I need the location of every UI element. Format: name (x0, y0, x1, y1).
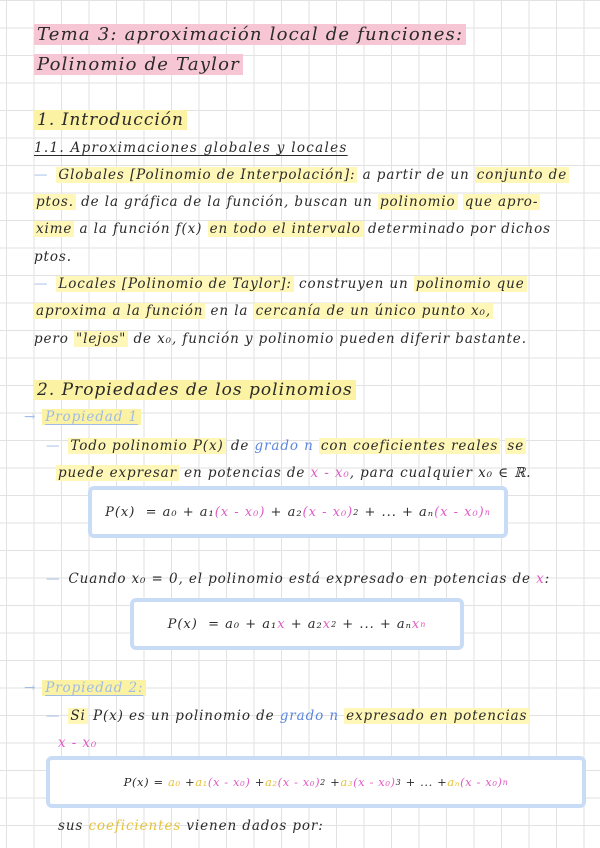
formula-box-2: P(x) = a₀ + a₁ x + a₂ x 2 + ... + aₙ x n (130, 598, 464, 650)
prop1-line1: — Todo polinomio P(x) de grado n con coeficientes reales se (46, 438, 525, 454)
dash-icon: — (46, 708, 61, 724)
title-line1: Tema 3: aproximación local de funciones: (34, 24, 466, 45)
page-title (34, 24, 466, 45)
dash-icon: — (34, 276, 49, 292)
locales-line3: pero "lejos" de x₀, función y polinomio pueden diferir bastante. (34, 331, 527, 347)
globales-line4: ptos. (34, 249, 72, 265)
arrow-right-icon: → (24, 680, 37, 696)
dash-icon: — (46, 438, 61, 454)
dash-icon: — (34, 167, 49, 183)
prop1-label: → Propiedad 1 (24, 409, 141, 425)
locales-line2: aproxima a la función en la cercanía de un único punto x₀, (36, 303, 492, 319)
formula-box-1: P(x) = a₀ + a₁ (x - x₀) + a₂ (x - x₀) 2 + ... + aₙ (x - x₀) n (88, 486, 508, 538)
section2-heading: 2. Propiedades de los polinomios (34, 380, 356, 400)
globales-line3: xime a la función f(x) en todo el intervalo determinado por dichos (36, 221, 551, 237)
prop1-line2: puede expresar en potencias de x - x₀, para cualquier x₀ ∈ ℝ. (58, 465, 532, 481)
prop2-last-line: sus coeficientes vienen dados por: (58, 818, 324, 834)
section1-heading: 1. Introducción (34, 110, 187, 130)
globales-line2: ptos. de la gráfica de la función, buscan un polinomio que apro- (36, 194, 539, 210)
prop2-line2: x - x₀ (58, 735, 98, 751)
prop2-label: → Propiedad 2: (24, 680, 146, 696)
page-subtitle (34, 54, 243, 75)
section1-subheading: 1.1. Aproximaciones globales y locales (34, 140, 348, 156)
cuando-line: — Cuando x₀ = 0, el polinomio está expresado en potencias de x: (46, 571, 551, 587)
arrow-right-icon: → (24, 409, 37, 425)
formula-box-3: P(x) = a₀ + a₁ (x - x₀) + a₂ (x - x₀) 2 + a₃ (x - x₀) 3 + ... + aₙ (x - x₀) n (46, 756, 586, 808)
locales-line1: — Locales [Polinomio de Taylor]: construyen un polinomio que (34, 276, 525, 292)
globales-line1: — Globales [Polinomio de Interpolación]: a partir de un conjunto de (34, 167, 568, 183)
prop2-line1: — Si P(x) es un polinomio de grado n expresado en potencias (46, 708, 528, 724)
dash-icon: — (46, 571, 61, 587)
title-line2: Polinomio de Taylor (34, 54, 243, 75)
